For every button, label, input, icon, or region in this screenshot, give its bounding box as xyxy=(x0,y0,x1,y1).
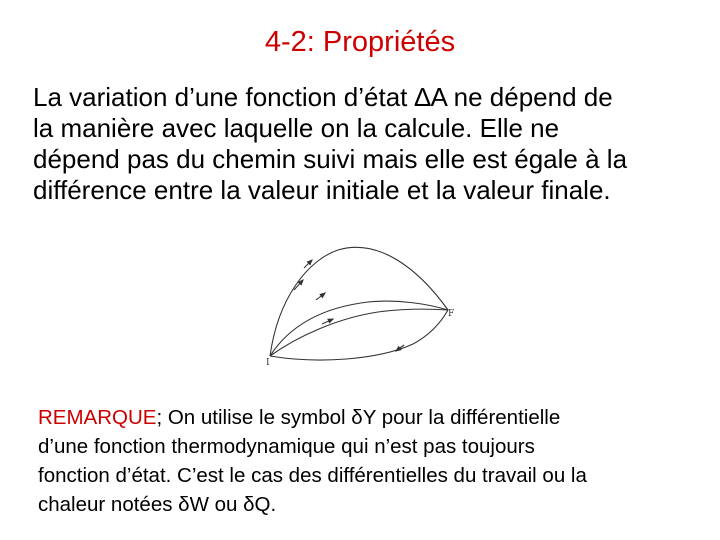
path-arrow-4 xyxy=(322,319,333,324)
diagram-label-final: F xyxy=(448,309,455,319)
paragraph-line: La variation d’une fonction d’état ∆A ne dépend de xyxy=(33,82,613,112)
remark-line xyxy=(38,403,718,432)
remark-block xyxy=(38,403,718,519)
page-title: 4-2: Propriétés xyxy=(264,26,456,58)
path-curve-3 xyxy=(270,309,448,356)
remark-keyword: REMARQUE xyxy=(38,406,157,429)
path-curve-4 xyxy=(270,310,448,360)
path-diagram xyxy=(258,238,458,368)
paragraph-line: différence entre la valeur initiale et la valeur finale. xyxy=(33,175,611,205)
remark-line: d’une fonction thermodynamique qui n’est pas toujours xyxy=(38,435,535,458)
path-arrow-3 xyxy=(316,293,325,300)
remark-line: fonction d’état. C’est le cas des différentielles du travail ou la xyxy=(38,464,587,487)
paragraph-line: dépend pas du chemin suivi mais elle est égale à la xyxy=(33,144,628,174)
diagram-label-initial: I xyxy=(266,358,270,368)
paragraph-line: la manière avec laquelle on la calcule. Elle ne xyxy=(33,113,560,143)
remark-line-text: ; On utilise le symbol δY pour la différentielle xyxy=(156,406,561,429)
main-paragraph xyxy=(33,82,713,206)
remark-line: chaleur notées δW ou δQ. xyxy=(38,493,277,516)
